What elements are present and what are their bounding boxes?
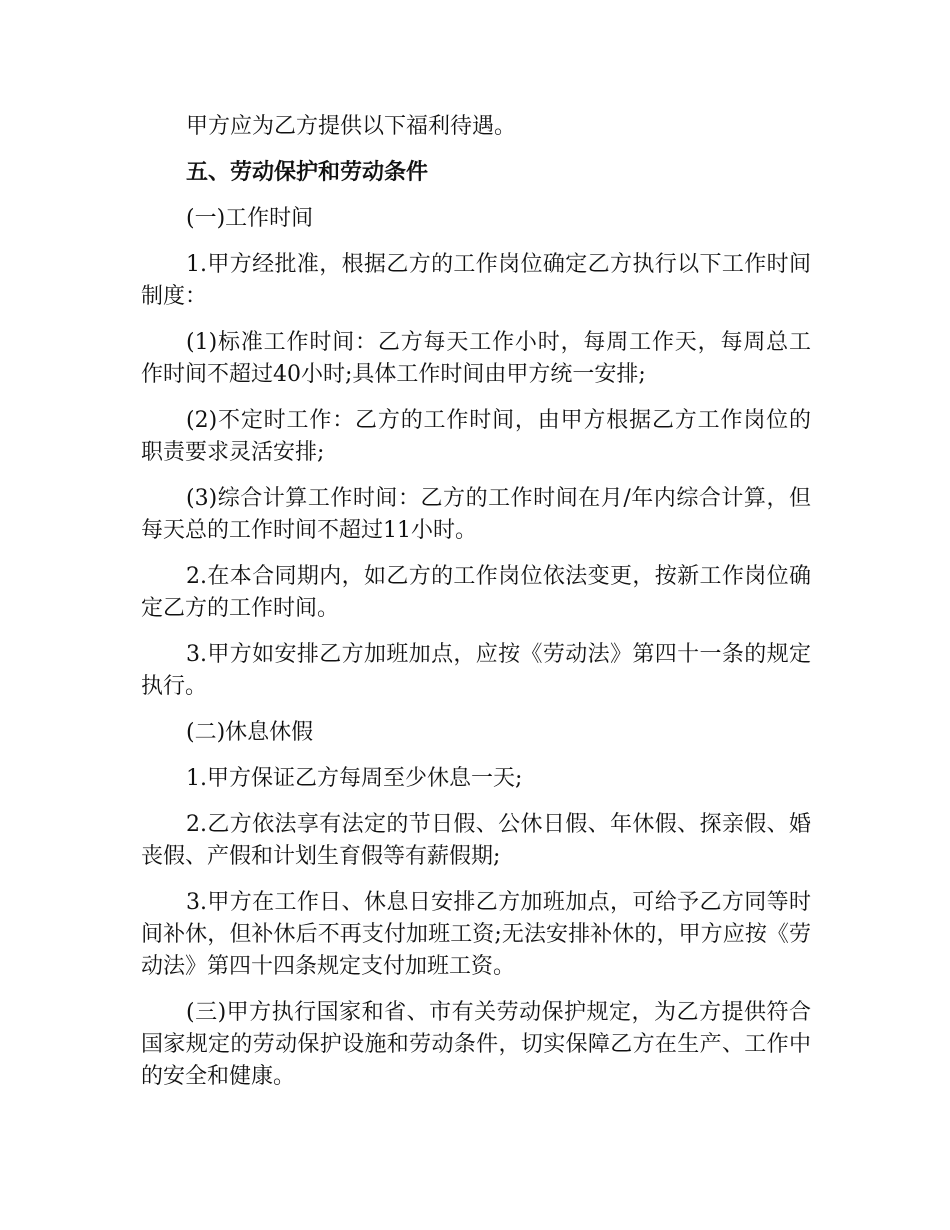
paragraph: (三)甲方执行国家和省、市有关劳动保护规定，为乙方提供符合国家规定的劳动保护设施和劳动条件，切实保障乙方在生产、工作中的安全和健康。 — [141, 1000, 811, 1089]
paragraph: 2.乙方依法享有法定的节日假、公休日假、年休假、探亲假、婚丧假、产假和计划生育假等有薪假期; — [141, 812, 811, 869]
paragraph: (1)标准工作时间：乙方每天工作小时，每周工作天，每周总工作时间不超过40小时;具体工作时间由甲方统一安排; — [141, 330, 811, 387]
subsection-title: (二)休息休假 — [186, 720, 314, 745]
paragraph: 3.甲方如安排乙方加班加点，应按《劳动法》第四十一条的规定执行。 — [141, 642, 811, 699]
document-body — [141, 111, 811, 1107]
subsection-title: (一)工作时间 — [186, 206, 314, 231]
paragraph: 1.甲方经批准，根据乙方的工作岗位确定乙方执行以下工作时间制度： — [141, 252, 811, 309]
paragraph: 1.甲方保证乙方每周至少休息一天; — [186, 766, 523, 791]
paragraph: (3)综合计算工作时间：乙方的工作时间在月/年内综合计算，但每天总的工作时间不超过11小时。 — [141, 486, 811, 543]
paragraph: 2.在本合同期内，如乙方的工作岗位依法变更，按新工作岗位确定乙方的工作时间。 — [141, 564, 811, 621]
paragraph: 3.甲方在工作日、休息日安排乙方加班加点，可给予乙方同等时间补休，但补休后不再支付加班工资;无法安排补休的，甲方应按《劳动法》第四十四条规定支付加班工资。 — [141, 890, 811, 979]
section-heading: 五、劳动保护和劳动条件 — [186, 160, 429, 185]
paragraph: 甲方应为乙方提供以下福利待遇。 — [186, 114, 517, 139]
paragraph: (2)不定时工作：乙方的工作时间，由甲方根据乙方工作岗位的职责要求灵活安排; — [141, 408, 811, 465]
